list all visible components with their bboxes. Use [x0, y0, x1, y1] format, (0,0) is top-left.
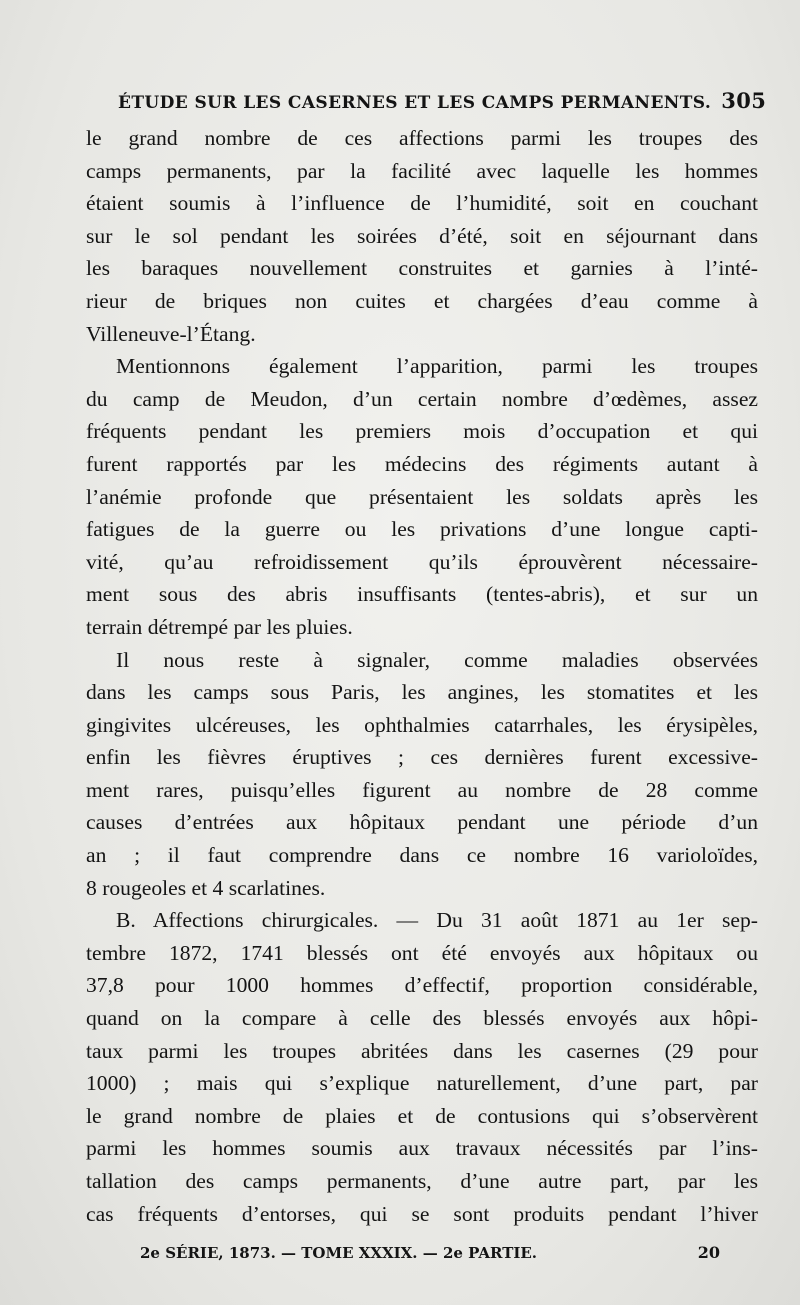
body-text — [86, 122, 758, 1230]
text-line: sur le sol pendant les soirées d’été, soit en séjournant dans — [86, 223, 758, 248]
text-line: B. Affections chirurgicales. — Du 31 août 1871 au 1er sep- — [116, 908, 758, 933]
text-line: quand on la compare à celle des blessés envoyés aux hôpi- — [86, 1006, 758, 1031]
running-title: ÉTUDE SUR LES CASERNES ET LES CAMPS PERMANENTS. — [118, 93, 712, 113]
text-line: an ; il faut comprendre dans ce nombre 16 varioloïdes, — [86, 843, 758, 868]
text-line: étaient soumis à l’influence de l’humidité, soit en couchant — [86, 191, 758, 216]
page-number: 305 — [721, 88, 767, 113]
series-line: 2e SÉRIE, 1873. — TOME XXXIX. — 2e PARTIE. — [140, 1244, 538, 1262]
page-footer — [140, 1243, 720, 1262]
text-line: cas fréquents d’entorses, qui se sont produits pendant l’hiver — [86, 1201, 758, 1226]
text-line: dans les camps sous Paris, les angines, les stomatites et les — [86, 680, 758, 705]
running-header — [118, 88, 768, 118]
text-line: ment rares, puisqu’elles figurent au nombre de 28 comme — [86, 777, 758, 802]
text-line: Il nous reste à signaler, comme maladies observées — [116, 647, 758, 672]
text-line: causes d’entrées aux hôpitaux pendant une période d’un — [86, 810, 758, 835]
text-line: taux parmi les troupes abritées dans les casernes (29 pour — [86, 1038, 758, 1063]
text-line: terrain détrempé par les pluies. — [86, 614, 353, 639]
text-line: gingivites ulcéreuses, les ophthalmies catarrhales, les érysipèles, — [86, 712, 758, 737]
text-line: Villeneuve-l’Étang. — [86, 321, 256, 346]
text-line: l’anémie profonde que présentaient les soldats après les — [86, 484, 758, 509]
text-line: 37,8 pour 1000 hommes d’effectif, proportion considérable, — [86, 973, 758, 998]
text-line: furent rapportés par les médecins des régiments autant à — [86, 451, 758, 476]
signature-number: 20 — [697, 1243, 720, 1262]
text-line: enfin les fièvres éruptives ; ces dernières furent excessive- — [86, 745, 758, 770]
text-line: 8 rougeoles et 4 scarlatines. — [86, 875, 326, 900]
text-line: rieur de briques non cuites et chargées d’eau comme à — [86, 288, 758, 313]
text-line: fatigues de la guerre ou les privations d’une longue capti- — [86, 517, 758, 542]
text-line: parmi les hommes soumis aux travaux nécessités par l’ins- — [86, 1136, 758, 1161]
text-line: 1000) ; mais qui s’explique naturellement, d’une part, par — [86, 1071, 758, 1096]
text-line: le grand nombre de ces affections parmi les troupes des — [86, 126, 758, 150]
text-line: vité, qu’au refroidissement qu’ils éprouvèrent nécessaire- — [86, 549, 758, 574]
text-line: le grand nombre de plaies et de contusions qui s’observèrent — [86, 1103, 758, 1128]
text-line: tembre 1872, 1741 blessés ont été envoyés aux hôpitaux ou — [86, 940, 758, 965]
text-line: fréquents pendant les premiers mois d’occupation et qui — [86, 419, 758, 444]
text-line: Mentionnons également l’apparition, parmi les troupes — [116, 354, 758, 379]
text-line: ment sous des abris insuffisants (tentes-abris), et sur un — [86, 582, 758, 607]
text-line: camps permanents, par la facilité avec laquelle les hommes — [86, 158, 758, 183]
text-line: les baraques nouvellement construites et garnies à l’inté- — [86, 256, 758, 281]
text-line: tallation des camps permanents, d’une autre part, par les — [86, 1169, 758, 1193]
text-line: du camp de Meudon, d’un certain nombre d’œdèmes, assez — [86, 386, 758, 411]
